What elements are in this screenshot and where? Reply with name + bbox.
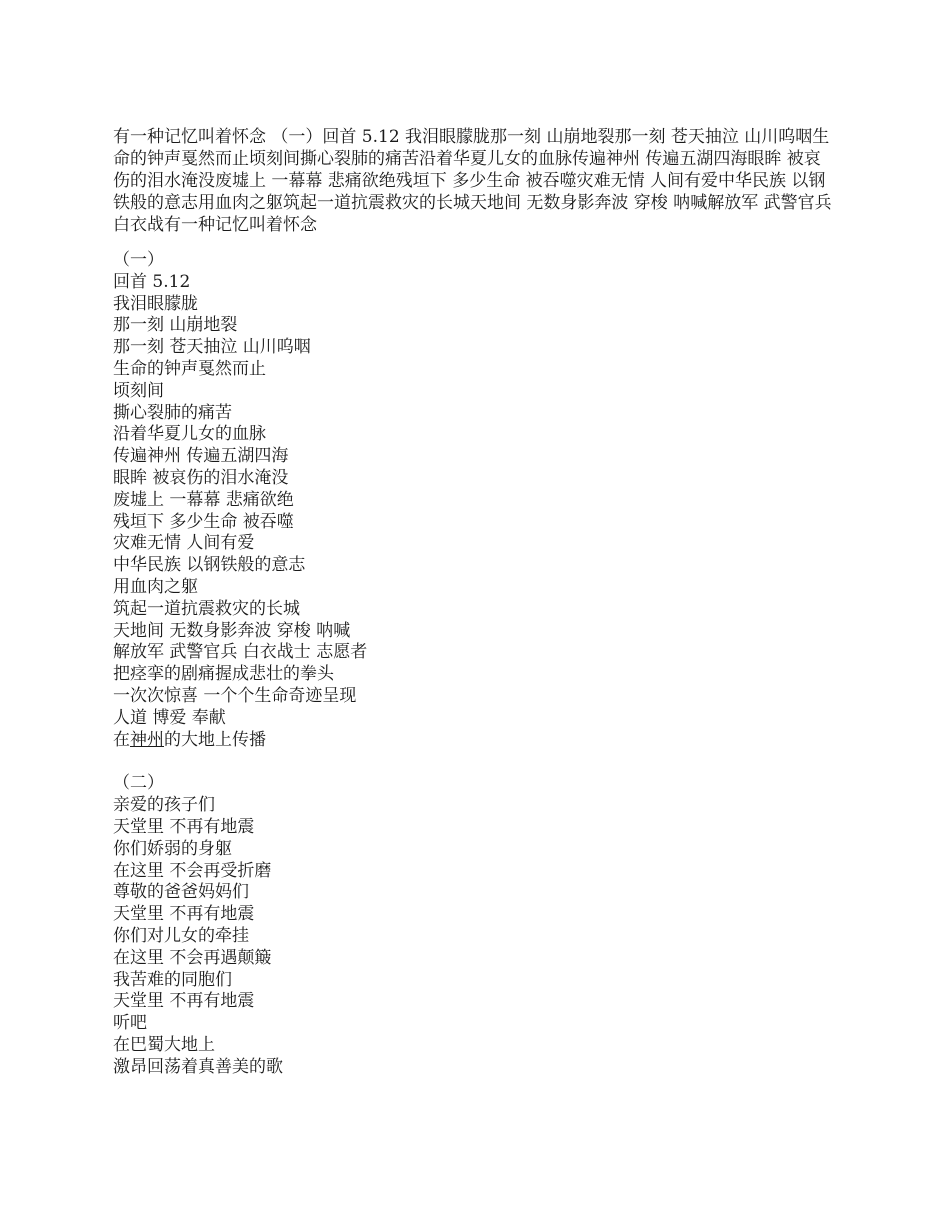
poem-line: 那一刻 苍天抽泣 山川呜咽: [113, 337, 311, 358]
poem-line: 传遍神州 传遍五湖四海: [113, 446, 289, 467]
last-line-before: 在: [113, 729, 130, 750]
poem-line: 天堂里 不再有地震: [113, 816, 255, 837]
poem-line: 听吧: [113, 1013, 147, 1034]
summary-paragraph: 有一种记忆叫着怀念 （一）回首 5.12 我泪眼朦胧那一刻 山崩地裂那一刻 苍天抽泣 山川呜咽生命的钟声戛然而止顷刻间撕心裂肺的痛苦沿着华夏儿女的血脉传遍神州 传遍五湖四海眼眸 被哀伤的泪水淹没废墟上 一幕幕 悲痛欲绝残垣下 多少生命 被吞噬灾难无情 人间有爱中华民族 以钢铁般的意志用血肉之躯筑起一道抗震救灾的长城天地间 无数身影奔波 穿梭 呐喊解放军 武警官兵 白衣战有一种记忆叫着怀念: [113, 127, 832, 235]
poem-line: 在这里 不会再受折磨: [113, 860, 272, 881]
poem-line: 回首 5.12: [113, 271, 191, 292]
poem-line: 尊敬的爸爸妈妈们: [113, 882, 249, 903]
poem-line: 残垣下 多少生命 被吞噬: [113, 511, 294, 532]
poem-section-1: [113, 250, 833, 751]
shenzhou-link[interactable]: 神州: [130, 729, 164, 750]
poem-line: 你们娇弱的身躯: [113, 838, 232, 859]
poem-line: 中华民族 以钢铁般的意志: [113, 555, 306, 576]
poem-line: 一次次惊喜 一个个生命奇迹呈现: [113, 685, 357, 706]
poem-line: 那一刻 山崩地裂: [113, 315, 238, 336]
section-2-lines: [113, 795, 833, 1078]
poem-line: 你们对儿女的牵挂: [113, 925, 249, 946]
poem-line: 解放军 武警官兵 白衣战士 志愿者: [113, 642, 368, 663]
poem-line: 把痉挛的剧痛握成悲壮的拳头: [113, 664, 334, 685]
poem-line: 在巴蜀大地上: [113, 1034, 215, 1055]
poem-line: 筑起一道抗震救灾的长城: [113, 598, 300, 619]
poem-line: 天堂里 不再有地震: [113, 991, 255, 1012]
poem-section-2: [113, 773, 833, 1078]
last-line-after: 的大地上传播: [164, 729, 266, 750]
poem-line: 天地间 无数身影奔波 穿梭 呐喊: [113, 620, 351, 641]
poem-line: 激昂回荡着真善美的歌: [113, 1056, 283, 1077]
poem-line: 人道 博爱 奉献: [113, 707, 226, 728]
section-1-heading: （一）: [113, 250, 164, 270]
document-page: [113, 126, 833, 1078]
poem-line: 眼眸 被哀伤的泪水淹没: [113, 467, 289, 488]
section-1-lines: [113, 272, 833, 730]
poem-line: 在这里 不会再遇颠簸: [113, 947, 272, 968]
poem-line: 亲爱的孩子们: [113, 795, 215, 816]
poem-line: 顷刻间: [113, 380, 164, 401]
poem-line: 天堂里 不再有地震: [113, 904, 255, 925]
poem-line: 我苦难的同胞们: [113, 969, 232, 990]
poem-line: 撕心裂肺的痛苦: [113, 402, 232, 423]
poem-line: 生命的钟声戛然而止: [113, 358, 266, 379]
poem-line: 用血肉之躯: [113, 576, 198, 597]
section-1-last-line: [113, 730, 833, 752]
section-2-heading: （二）: [113, 773, 164, 794]
poem-line: 灾难无情 人间有爱: [113, 533, 255, 554]
poem-line: 废墟上 一幕幕 悲痛欲绝: [113, 489, 294, 510]
poem-line: 我泪眼朦胧: [113, 293, 198, 314]
poem-line: 沿着华夏儿女的血脉: [113, 424, 266, 445]
